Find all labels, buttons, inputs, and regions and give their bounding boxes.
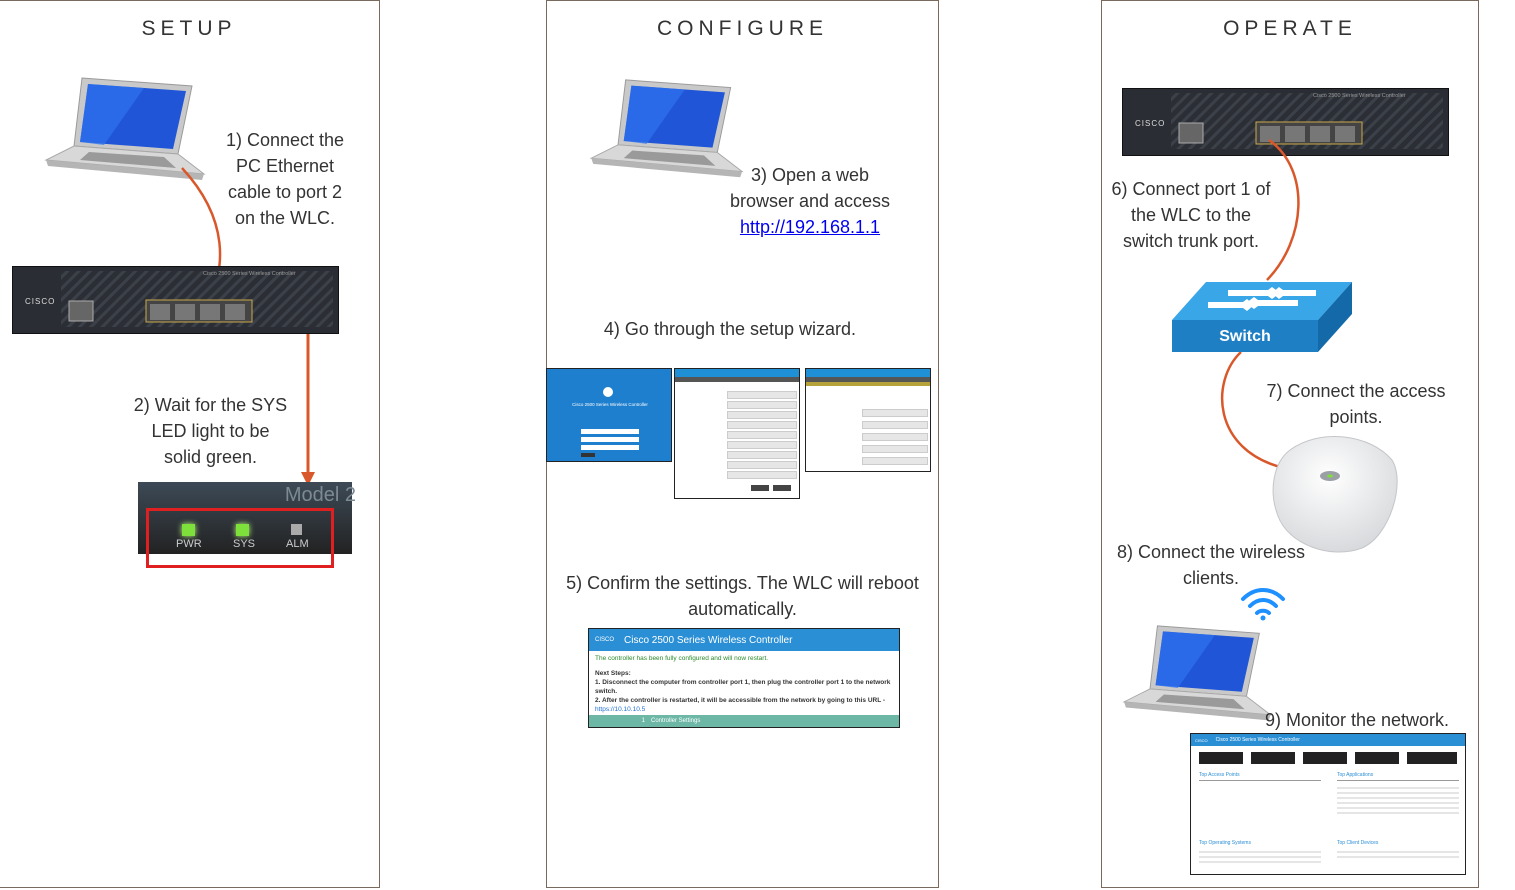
model-zoom-label: Model 2 xyxy=(284,484,356,506)
step-8-text: 8) Connect the wireless clients. xyxy=(1116,542,1306,588)
step-1-text: 1) Connect the PC Ethernet cable to port 2 on the WLC. xyxy=(225,130,345,228)
sys-label: SYS xyxy=(233,538,256,550)
cisco-logo: CISCO xyxy=(1135,119,1166,128)
alm-label: ALM xyxy=(286,538,309,550)
step-2-text: 2) Wait for the SYS LED light to be solid green. xyxy=(133,395,288,467)
switch-label: Switch xyxy=(1219,328,1271,345)
dashboard-header: CISCO Cisco 2500 Series Wireless Controller xyxy=(1191,734,1465,746)
step-6-text: 6) Connect port 1 of the WLC to the switch trunk port. xyxy=(1111,179,1271,251)
led-highlight-box xyxy=(146,508,334,568)
confirm-footer: 1 Controller Settings xyxy=(589,715,899,727)
cisco-circle-icon xyxy=(603,387,613,397)
device-model-label: Cisco 2500 Series Wireless Controller xyxy=(1313,93,1406,99)
step-7-text: 7) Connect the access points. xyxy=(1266,381,1446,427)
wizard-screen-login xyxy=(546,368,672,462)
wizard-screen-wireless xyxy=(805,368,931,472)
access-point-icon xyxy=(1270,432,1402,556)
step-3-text: 3) Open a web browser and access http://192.168.1.1 xyxy=(729,165,891,237)
wlc-device xyxy=(12,266,339,334)
confirm-header: CISCO Cisco 2500 Series Wireless Controller xyxy=(589,629,899,651)
wifi-icon xyxy=(1240,586,1286,622)
monitor-dashboard xyxy=(1190,733,1466,875)
wlc-url-link[interactable]: http://192.168.1.1 xyxy=(739,217,881,237)
dash-top-apps: Top Applications xyxy=(1337,772,1374,778)
step-9-text: 9) Monitor the network. xyxy=(1264,710,1450,730)
operate-title: OPERATE xyxy=(1223,17,1357,40)
wizard-screen-form xyxy=(674,368,800,499)
step-5-text: 5) Confirm the settings. The WLC will reboot automatically. xyxy=(566,573,919,619)
confirm-url-link[interactable]: https://10.10.10.5 xyxy=(595,706,646,713)
dash-top-clients: Top Client Devices xyxy=(1337,840,1379,846)
pwr-label: PWR xyxy=(176,538,202,550)
wizard-login-title: Cisco 2500 Series Wireless Controller xyxy=(572,402,648,407)
cisco-logo: CISCO xyxy=(25,297,56,306)
step-4-text: 4) Go through the setup wizard. xyxy=(603,319,857,339)
dash-top-aps: Top Access Points xyxy=(1199,772,1240,778)
dash-top-os: Top Operating Systems xyxy=(1199,840,1251,846)
confirm-screen: CISCO Cisco 2500 Series Wireless Controller The controller has been fully configured and will now restart. Next Steps: 1. Disconnect the computer from controller port 1, then plug the controller port 1 to the network switch. 2. After the controller is restarted, it will be accessible from the network by going to this URL - https://10.10.10.5 1 Controller Settings xyxy=(588,628,900,728)
cisco-logo: CISCO xyxy=(595,637,615,643)
configure-title: CONFIGURE xyxy=(657,17,828,40)
device-model-label: Cisco 2500 Series Wireless Controller xyxy=(203,271,296,277)
cisco-logo: CISCO xyxy=(1195,737,1208,743)
setup-title: SETUP xyxy=(141,17,237,40)
